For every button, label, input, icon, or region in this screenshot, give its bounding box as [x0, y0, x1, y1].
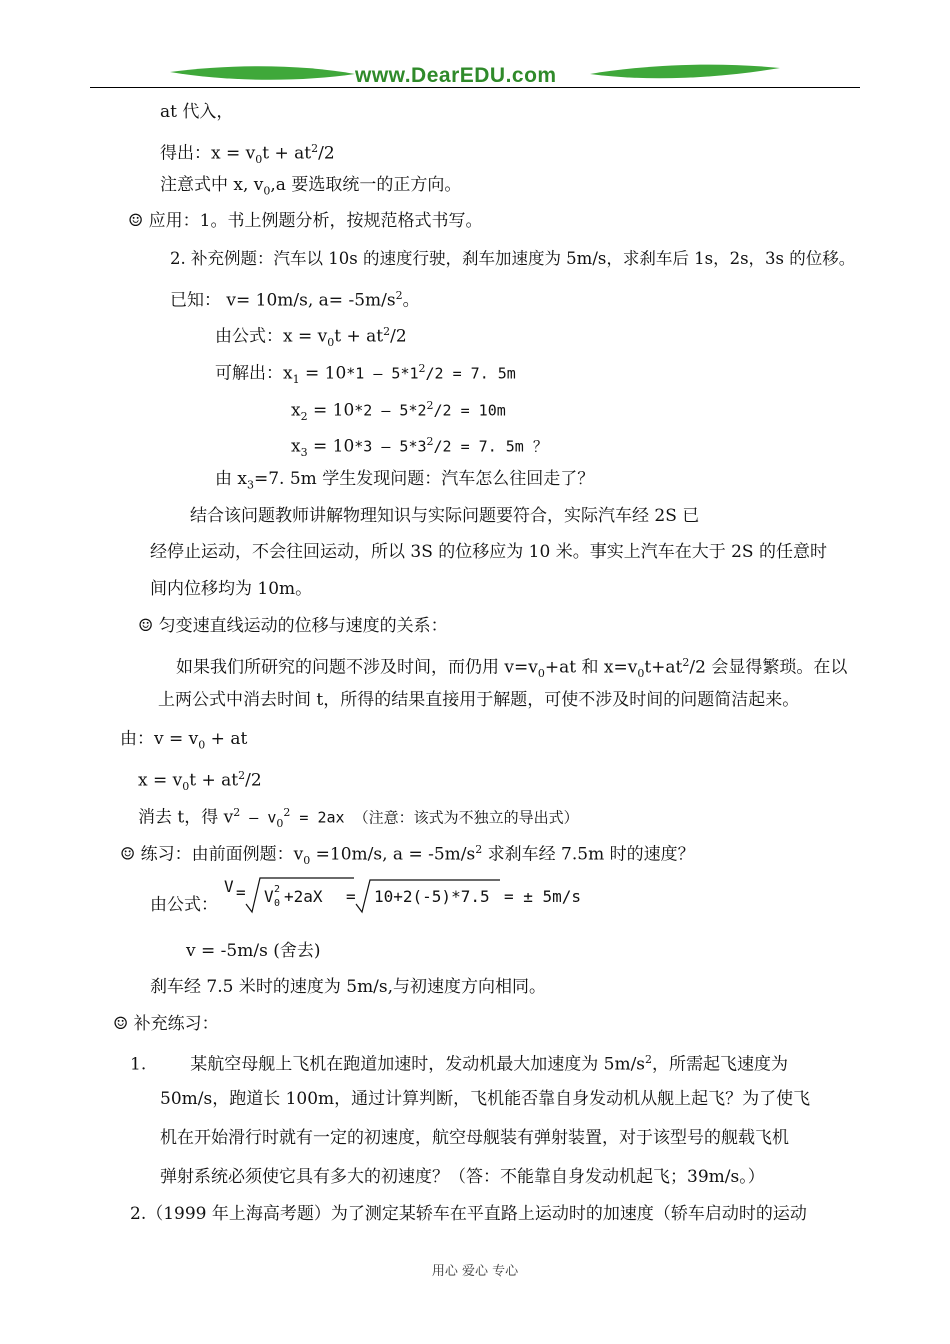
- text-line-4: ☺ 应用：1。书上例题分析，按规范格式书写。: [128, 211, 483, 231]
- formula-inner: 10+2(-5)*7.5: [374, 887, 490, 906]
- text-line-29: 弹射系统必须使它具有多大的初速度？（答：不能靠自身发动机起飞；39m/s。）: [160, 1167, 765, 1187]
- text-line-23: v = -5m/s (舍去): [186, 941, 321, 961]
- text-line-26: 1. 某航空母舰上飞机在跑道加速时，发动机最大加速度为 $5m/s^2$，所需起飞速度为: [130, 1053, 789, 1075]
- formula-eq: =: [236, 883, 246, 902]
- text-line-17: 上两公式中消去时间 t，所得的结果直接用于解题，可使不涉及时间的问题简洁起来。: [158, 690, 800, 710]
- formula-result: = ± 5m/s: [504, 887, 582, 906]
- text-line-21: ☺ 练习：由前面例题：$v_0 =10m/s$, $a = -5m/s^2$ 求刹车经 7.5m 时的速度？: [120, 843, 695, 868]
- text-line-12: 结合该问题教师讲解物理知识与实际问题要符合，实际汽车经 2S 已: [190, 506, 700, 526]
- formula-plus2ax: +2aX: [284, 887, 323, 906]
- text-line-20: 消去 t，得 $v^2 - v_0^2 = 2ax$ （注意：该式为不独立的导出式）: [138, 806, 579, 831]
- header-rule: [90, 87, 860, 88]
- text-line-11: 由 $x_3=7$. 5m 学生发现问题：汽车怎么往回走了？: [215, 469, 595, 492]
- formula-eq2: =: [346, 887, 356, 906]
- formula-sub0: 0: [274, 898, 281, 909]
- text-line-2: 得出：$x = v_0t + at^2/2$: [160, 142, 335, 167]
- text-line-9: $x_2 = 10*2 - 5*2^2/2 = 10m$: [291, 399, 506, 424]
- text-line-18: 由：$v = v_0$ + at: [120, 729, 248, 752]
- text-line-19: $x = v_0t + at^2/2$: [138, 769, 262, 794]
- text-line-14: 间内位移均为 10m。: [150, 579, 313, 599]
- text-line-8: 可解出：$x_1 = 10*1 - 5*1^2/2 = 7$. 5m: [215, 362, 516, 387]
- text-line-10: $x_3 = 10*3 - 5*3^2/2 = 7$. 5m ？: [291, 435, 548, 460]
- text-line-15: ☺ 匀变速直线运动的位移与速度的关系：: [138, 616, 448, 636]
- text-line-13: 经停止运动，不会往回运动，所以 3S 的位移应为 10 米。事实上汽车在大于 2S 的任意时: [150, 542, 827, 562]
- text-line-7: 由公式：$x = v_0t + at^2/2$: [215, 325, 407, 350]
- formula-v: V: [224, 877, 234, 896]
- text-line-24: 刹车经 7.5 米时的速度为 5m/s,与初速度方向相同。: [150, 977, 547, 997]
- formula-sup2: 2: [274, 884, 281, 895]
- text-line-3: 注意式中 x, $v_0,a$ 要选取统一的正方向。: [160, 175, 462, 198]
- text-line-27: 50m/s，跑道长 100m，通过计算判断，飞机能否靠自身发动机从舰上起飞？为了使飞: [160, 1089, 811, 1109]
- text-line-5: 2. 补充例题：汽车以 10s 的速度行驶，刹车加速度为 5m/s，求刹车后 1s，2s，3s 的位移。: [170, 249, 856, 268]
- formula-v0: V: [264, 887, 274, 906]
- text-line-1: at 代入，: [160, 102, 234, 122]
- site-logo-text[interactable]: www.DearEDU.com: [355, 64, 557, 87]
- text-line-22: 由公式：: [150, 895, 218, 915]
- text-line-28: 机在开始滑行时就有一定的初速度，航空母舰装有弹射装置，对于该型号的舰载飞机: [160, 1128, 789, 1148]
- page-footer: 用心 爱心 专心: [431, 1264, 519, 1279]
- text-line-25: ☺ 补充练习：: [113, 1014, 219, 1034]
- text-line-6: 已知： v= 10m/s, $a= -5m/s^2$。: [170, 289, 420, 311]
- text-line-16: 如果我们所研究的问题不涉及时间，而仍用 $v=v_0+at$ 和 $x=v_0t+at^2/2$ 会显得繁琐。在以: [176, 656, 848, 681]
- text-line-30: 2.（1999 年上海高考题）为了测定某轿车在平直路上运动时的加速度（轿车启动时的运动: [130, 1204, 807, 1224]
- velocity-formula: [222, 872, 582, 918]
